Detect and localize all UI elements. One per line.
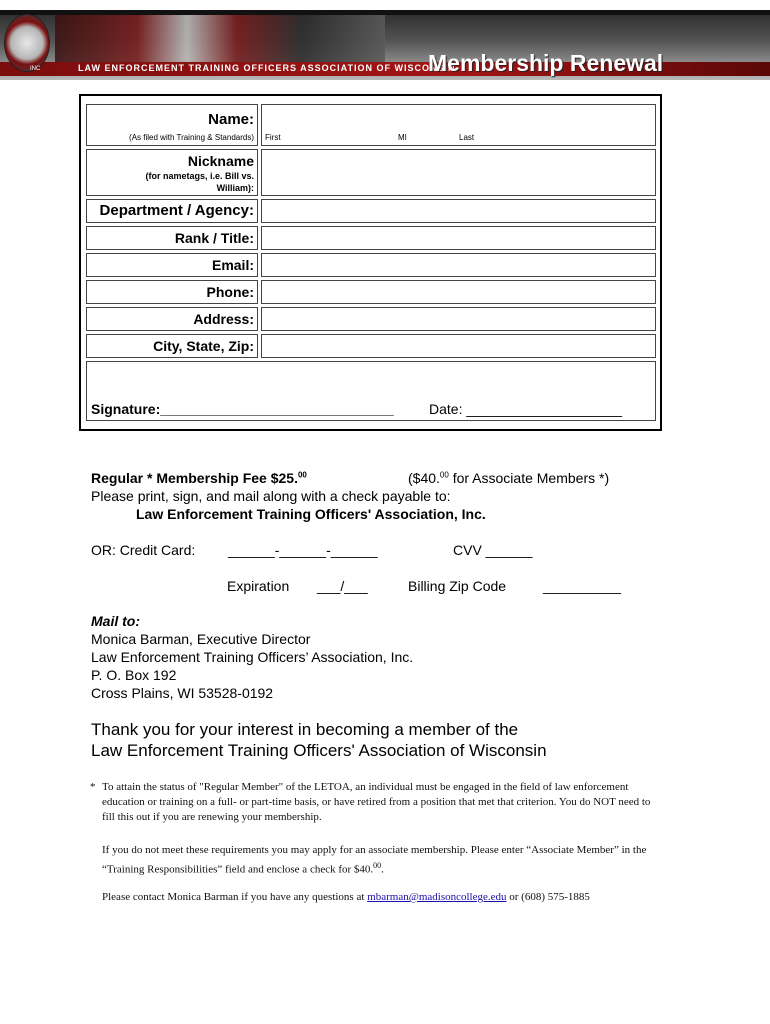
name-sublabel: (As filed with Training & Standards) xyxy=(129,133,254,142)
expiration-label: Expiration xyxy=(227,578,290,594)
footnote-contact: Please contact Monica Barman if you have any questions at mbarman@madisoncollege.edu or (608) 575-1885 xyxy=(102,891,590,903)
rank-label: Rank / Title: xyxy=(86,226,258,250)
payee-name: Law Enforcement Training Officers' Association, Inc. xyxy=(136,506,486,522)
nickname-input[interactable] xyxy=(261,149,656,196)
footnote-star: * xyxy=(90,781,96,793)
credit-card-label: OR: Credit Card: xyxy=(91,542,196,558)
billing-zip-field[interactable]: __________ xyxy=(543,578,621,594)
thanks-line-2: Law Enforcement Training Officers' Association of Wisconsin xyxy=(91,741,547,760)
footnote-associate: If you do not meet these requirements you may apply for an associate membership. Please enter “Associate Member” in the “Training Responsibilities” field and enclose a check for $40.00. xyxy=(102,844,647,876)
mail-to-heading: Mail to: xyxy=(91,613,140,629)
nickname-label-cell xyxy=(86,149,258,196)
name-first-hint: First xyxy=(265,133,281,142)
name-row xyxy=(86,104,656,146)
mail-line: Monica Barman, Executive Director xyxy=(91,631,311,647)
name-last-hint: Last xyxy=(459,133,475,142)
nickname-sublabel: (for nametags, i.e. Bill vs. William): xyxy=(145,171,254,193)
address-label: Address: xyxy=(86,307,258,331)
page-title: Membership Renewal xyxy=(428,50,664,76)
email-row xyxy=(86,253,656,277)
rank-input[interactable] xyxy=(261,226,656,250)
mail-line: Law Enforcement Training Officers’ Association, Inc. xyxy=(91,649,414,665)
phone-label: Phone: xyxy=(86,280,258,304)
nickname-row xyxy=(86,149,656,196)
nickname-label: Nickname xyxy=(187,153,254,169)
header-banner xyxy=(0,10,770,80)
phone-input[interactable] xyxy=(261,280,656,304)
email-label: Email: xyxy=(86,253,258,277)
rank-row xyxy=(86,226,656,250)
date-label: Date: ____________________ xyxy=(429,401,623,417)
signature-label: Signature:______________________________ xyxy=(91,401,394,417)
credit-card-number-field[interactable]: ______-______-______ xyxy=(228,542,378,558)
contact-email-link[interactable]: mbarman@madisoncollege.edu xyxy=(367,891,507,903)
associate-fee: ($40.00 for Associate Members *) xyxy=(408,470,610,486)
mail-line: Cross Plains, WI 53528-0192 xyxy=(91,685,274,701)
department-row xyxy=(86,199,656,223)
signature-box[interactable] xyxy=(86,361,656,421)
phone-row xyxy=(86,280,656,304)
address-row xyxy=(86,307,656,331)
email-input[interactable] xyxy=(261,253,656,277)
footnote-regular-member: To attain the status of "Regular Member" of the LETOA, an individual must be engaged in the field of law enforcement education or training on a full- or part-time basis, or have retired from a position that met that criterion. You do NOT need to fill this out if you are renewing your membership. xyxy=(102,781,651,823)
name-input[interactable] xyxy=(261,104,656,146)
name-label-cell xyxy=(86,104,258,146)
department-label: Department / Agency: xyxy=(86,199,258,223)
thanks-line-1: Thank you for your interest in becoming a member of the xyxy=(91,720,519,739)
cvv-field[interactable]: CVV ______ xyxy=(453,542,533,558)
seal-inc-text: INC xyxy=(30,66,41,72)
city-label: City, State, Zip: xyxy=(86,334,258,358)
city-row xyxy=(86,334,656,358)
regular-fee: Regular * Membership Fee $25.00 xyxy=(91,470,307,486)
name-label: Name: xyxy=(208,111,254,128)
association-seal-logo xyxy=(4,14,50,72)
org-name: LAW ENFORCEMENT TRAINING OFFICERS ASSOCIATION OF WISCONSIN xyxy=(78,63,456,73)
billing-zip-label: Billing Zip Code xyxy=(408,578,507,594)
city-input[interactable] xyxy=(261,334,656,358)
address-input[interactable] xyxy=(261,307,656,331)
mail-line: P. O. Box 192 xyxy=(91,667,177,683)
expiration-field[interactable]: ___/___ xyxy=(317,578,368,594)
name-mi-hint: MI xyxy=(398,133,407,142)
department-input[interactable] xyxy=(261,199,656,223)
mail-instruction: Please print, sign, and mail along with a check payable to: xyxy=(91,488,451,504)
